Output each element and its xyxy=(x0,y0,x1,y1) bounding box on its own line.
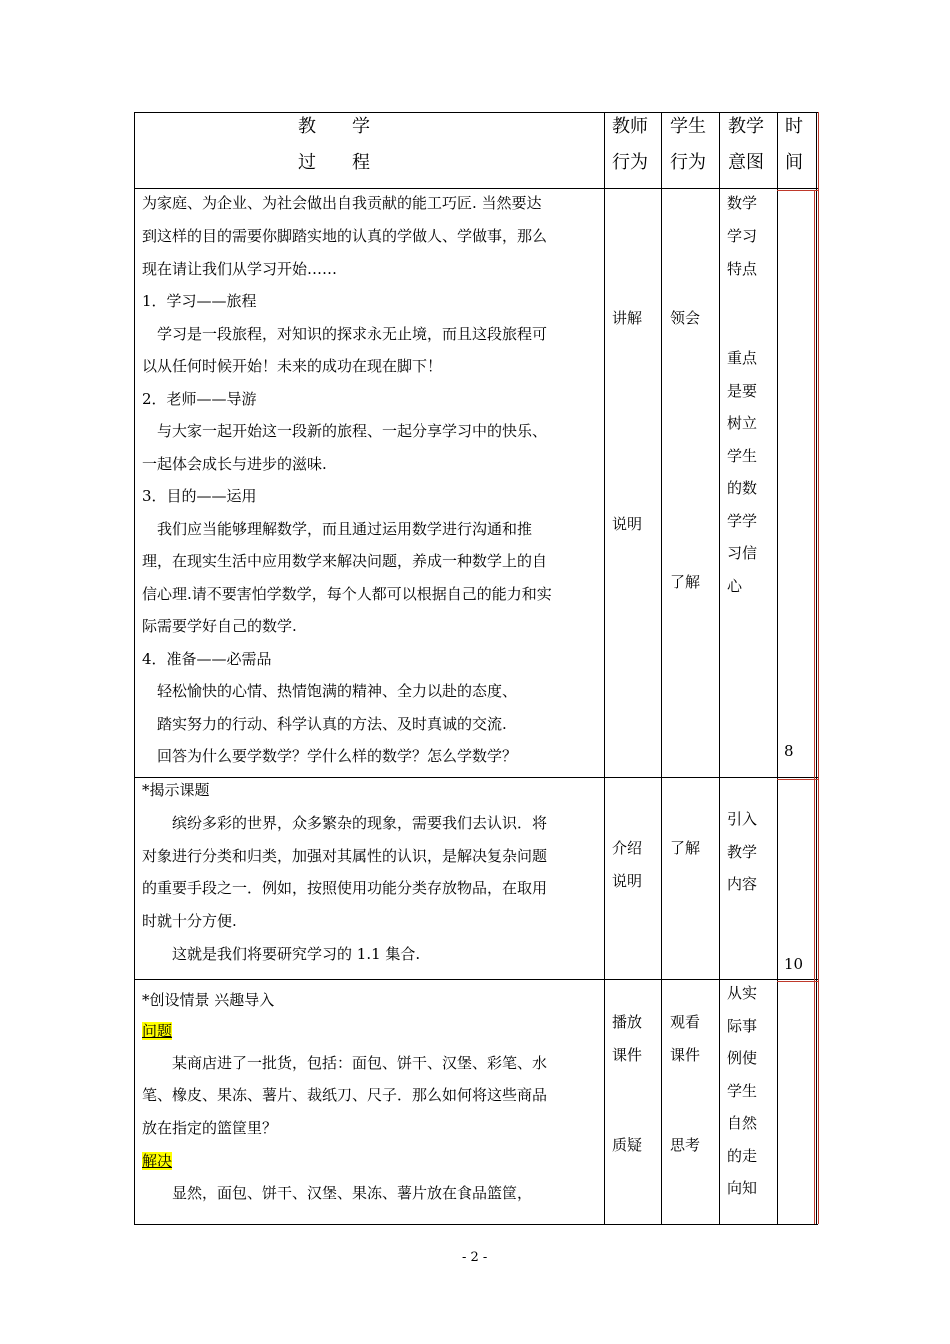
header-intent-2: 意图 xyxy=(728,152,764,173)
s1-intent-line: 特点 xyxy=(727,260,758,278)
s1-intent-line: 习信 xyxy=(727,544,758,562)
page-number: - 2 - xyxy=(462,1250,488,1265)
s1-line: 学习是一段旅程，对知识的探求永无止境，而且这段旅程可 xyxy=(142,325,548,343)
s2-line: 时就十分方便. xyxy=(142,912,237,930)
s3-title: *创设情景 兴趣导入 xyxy=(142,991,275,1009)
s1-line: 4．准备——必需品 xyxy=(142,650,272,668)
header-student-1: 学生 xyxy=(670,116,706,137)
s1-time: 8 xyxy=(784,742,794,760)
s1-intent-line: 学习 xyxy=(727,227,758,245)
s1-line: 踏实努力的行动、科学认真的方法、及时真诚的交流. xyxy=(142,715,507,733)
s1-teacher-1: 讲解 xyxy=(612,309,643,327)
s3-label-solve: 解决 xyxy=(142,1152,173,1170)
header-time-2: 间 xyxy=(785,152,803,173)
s1-student-1: 领会 xyxy=(670,309,701,327)
s1-line: 轻松愉快的心情、热情饱满的精神、全力以赴的态度、 xyxy=(142,682,518,700)
s1-line: 信心理.请不要害怕学数学，每个人都可以根据自己的能力和实 xyxy=(142,585,552,603)
s3-problem-line: 笔、橡皮、果冻、薯片、裁纸刀、尺子．那么如何将这些商品 xyxy=(142,1086,548,1104)
s1-teacher-2: 说明 xyxy=(612,515,643,533)
s1-line: 与大家一起开始这一段新的旅程、一起分享学习中的快乐、 xyxy=(142,422,548,440)
s1-intent-line: 重点 xyxy=(727,349,758,367)
header-time-1: 时 xyxy=(785,116,803,137)
s1-intent-line: 是要 xyxy=(727,382,758,400)
s3-intent-line: 从实 xyxy=(727,984,758,1002)
s2-line: *揭示课题 xyxy=(142,781,210,799)
s1-line: 我们应当能够理解数学，而且通过运用数学进行沟通和推 xyxy=(142,520,533,538)
s2-line: 对象进行分类和归类，加强对其属性的认识，是解决复杂问题 xyxy=(142,847,548,865)
s2-teacher-1: 介绍 xyxy=(612,839,643,857)
s2-line: 这就是我们将要研究学习的 1.1 集合. xyxy=(142,945,421,963)
header-intent-1: 教学 xyxy=(728,116,764,137)
header-student-2: 行为 xyxy=(670,152,706,173)
s1-line: 3．目的——运用 xyxy=(142,487,257,505)
header-process-line1: 教 学 xyxy=(298,116,370,137)
s3-student-1: 观看 xyxy=(670,1013,701,1031)
s3-intent-line: 例使 xyxy=(727,1049,758,1067)
s1-line: 理，在现实生活中应用数学来解决问题，养成一种数学上的自 xyxy=(142,552,548,570)
s2-time: 10 xyxy=(784,955,804,973)
header-teacher-2: 行为 xyxy=(612,152,648,173)
s3-intent-line: 的走 xyxy=(727,1147,758,1165)
s1-line: 1．学习——旅程 xyxy=(142,292,257,310)
s1-intent-line: 学生 xyxy=(727,447,758,465)
s1-intent-line: 的数 xyxy=(727,479,758,497)
s1-intent-line: 树立 xyxy=(727,414,758,432)
s1-intent-line: 数学 xyxy=(727,194,758,212)
s3-intent-line: 际事 xyxy=(727,1017,758,1035)
s3-problem-line: 放在指定的篮筐里？ xyxy=(142,1119,278,1137)
s1-intent-line: 心 xyxy=(727,577,743,595)
s3-intent-line: 学生 xyxy=(727,1082,758,1100)
s3-intent-line: 向知 xyxy=(727,1179,758,1197)
s2-intent-line: 教学 xyxy=(727,843,758,861)
s2-intent-line: 引入 xyxy=(727,810,758,828)
s1-student-2: 了解 xyxy=(670,573,701,591)
s3-label-problem: 问题 xyxy=(142,1022,173,1040)
s3-student-2: 课件 xyxy=(670,1046,701,1064)
s3-label-problem-wrap xyxy=(142,1021,172,1041)
header-process-line2: 过 程 xyxy=(298,152,370,173)
s1-line: 回答为什么要学数学？学什么样的数学？怎么学数学？ xyxy=(142,747,518,765)
s1-line: 一起体会成长与进步的滋味. xyxy=(142,455,327,473)
s2-teacher-2: 说明 xyxy=(612,872,643,890)
s3-teacher-1: 播放 xyxy=(612,1013,643,1031)
s2-line: 的重要手段之一．例如，按照使用功能分类存放物品，在取用 xyxy=(142,879,548,897)
s3-problem-line: 某商店进了一批货，包括：面包、饼干、汉堡、彩笔、水 xyxy=(142,1054,548,1072)
s1-line: 际需要学好自己的数学. xyxy=(142,617,297,635)
header-teacher-1: 教师 xyxy=(612,116,648,137)
s3-teacher-2: 课件 xyxy=(612,1046,643,1064)
s1-line: 2．老师——导游 xyxy=(142,390,257,408)
s3-student-3: 思考 xyxy=(670,1136,701,1154)
s1-line: 到这样的目的需要你脚踏实地的认真的学做人、学做事，那么 xyxy=(142,227,548,245)
s3-solve-line: 显然，面包、饼干、汉堡、果冻、薯片放在食品篮筐， xyxy=(142,1184,533,1202)
s3-intent-line: 自然 xyxy=(727,1114,758,1132)
s1-line: 为家庭、为企业、为社会做出自我贡献的能工巧匠. 当然要达 xyxy=(142,194,542,212)
s1-intent-line: 学学 xyxy=(727,512,758,530)
s2-student-1: 了解 xyxy=(670,839,701,857)
s2-line: 缤纷多彩的世界，众多繁杂的现象，需要我们去认识．将 xyxy=(142,814,548,832)
s2-intent-line: 内容 xyxy=(727,875,758,893)
s3-teacher-3: 质疑 xyxy=(612,1136,643,1154)
s1-line: 现在请让我们从学习开始…… xyxy=(142,260,338,278)
s1-line: 以从任何时候开始！未来的成功在现在脚下！ xyxy=(142,357,443,375)
s3-label-solve-wrap xyxy=(142,1151,172,1171)
